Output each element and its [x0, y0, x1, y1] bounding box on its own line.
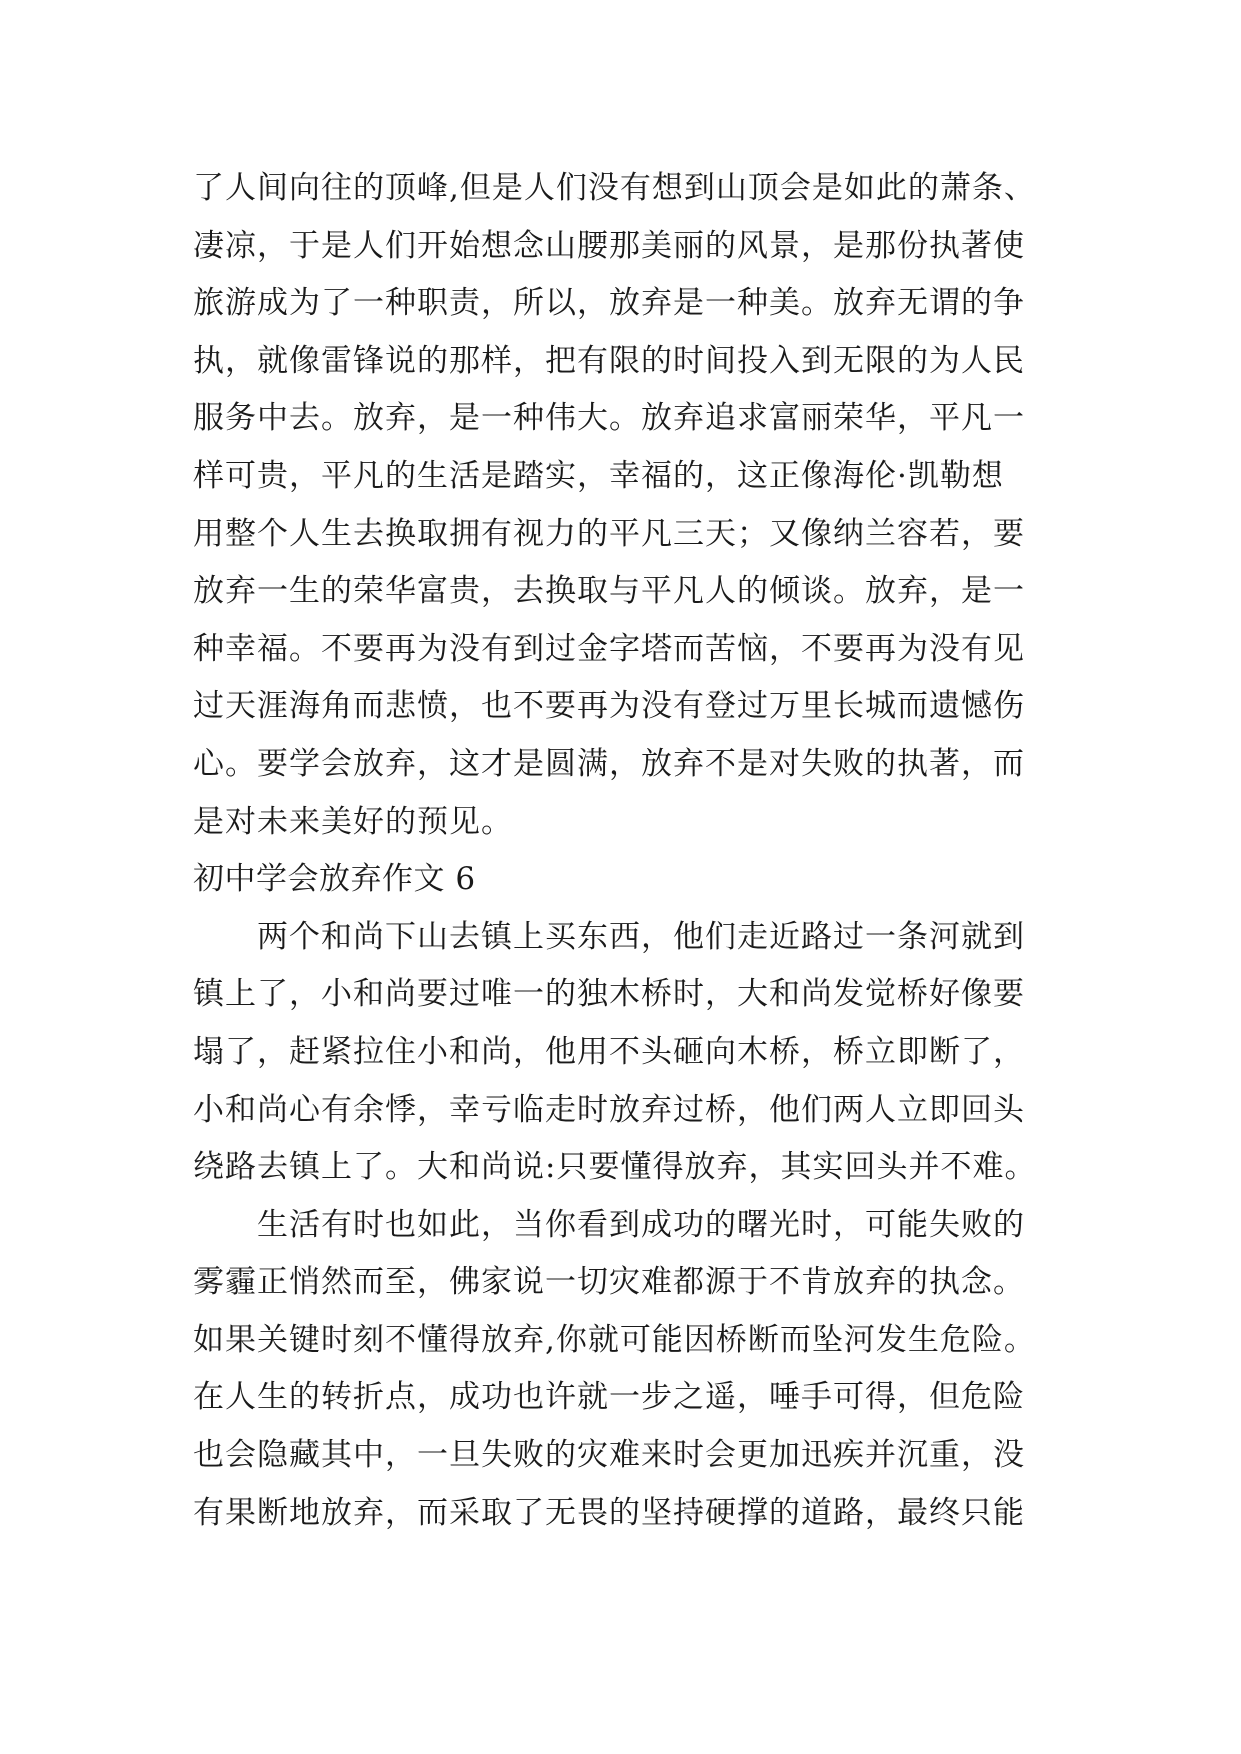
- text-line: 也会隐藏其中，一旦失败的灾难来时会更加迅疾并沉重，没: [193, 1437, 1025, 1474]
- text-line: 绕路去镇上了。大和尚说:只要懂得放弃，其实回头并不难。: [193, 1149, 1037, 1186]
- text-line: 服务中去。放弃，是一种伟大。放弃追求富丽荣华，平凡一: [193, 400, 1025, 437]
- section-heading: 初中学会放弃作文 6: [193, 861, 476, 898]
- essay-text: [193, 160, 1093, 1542]
- text-line: 过天涯海角而悲愤，也不要再为没有登过万里长城而遗憾伤: [193, 688, 1025, 725]
- text-line: 生活有时也如此，当你看到成功的曙光时，可能失败的: [193, 1206, 1025, 1243]
- text-line: 执，就像雷锋说的那样，把有限的时间投入到无限的为人民: [193, 342, 1025, 379]
- text-line: 两个和尚下山去镇上买东西，他们走近路过一条河就到: [193, 918, 1025, 955]
- text-line: 放弃一生的荣华富贵，去换取与平凡人的倾谈。放弃，是一: [193, 573, 1025, 610]
- text-line: 有果断地放弃，而采取了无畏的坚持硬撑的道路，最终只能: [193, 1494, 1025, 1531]
- text-line: 用整个人生去换取拥有视力的平凡三天；又像纳兰容若，要: [193, 515, 1025, 552]
- text-line: 心。要学会放弃，这才是圆满，放弃不是对失败的执著，而: [193, 745, 1025, 782]
- text-line: 种幸福。不要再为没有到过金字塔而苦恼，不要再为没有见: [193, 630, 1025, 667]
- text-line: 在人生的转折点，成功也许就一步之遥，唾手可得，但危险: [193, 1379, 1025, 1416]
- text-line: 是对未来美好的预见。: [193, 803, 513, 840]
- text-line: 雾霾正悄然而至，佛家说一切灾难都源于不肯放弃的执念。: [193, 1264, 1025, 1301]
- text-line: 镇上了，小和尚要过唯一的独木桥时，大和尚发觉桥好像要: [193, 976, 1025, 1013]
- text-line: 样可贵，平凡的生活是踏实，幸福的，这正像海伦·凯勒想: [193, 457, 1004, 494]
- text-line: 塌了，赶紧拉住小和尚，他用不头砸向木桥，桥立即断了，: [193, 1033, 1025, 1070]
- text-line: 了人间向往的顶峰,但是人们没有想到山顶会是如此的萧条、: [193, 170, 1036, 206]
- text-line: 旅游成为了一种职责，所以，放弃是一种美。放弃无谓的争: [193, 285, 1025, 322]
- text-line: 凄凉，于是人们开始想念山腰那美丽的风景，是那份执著使: [193, 227, 1025, 264]
- text-line: 如果关键时刻不懂得放弃,你就可能因桥断而坠河发生危险。: [193, 1321, 1036, 1358]
- text-line: 小和尚心有余悸，幸亏临走时放弃过桥，他们两人立即回头: [193, 1091, 1025, 1128]
